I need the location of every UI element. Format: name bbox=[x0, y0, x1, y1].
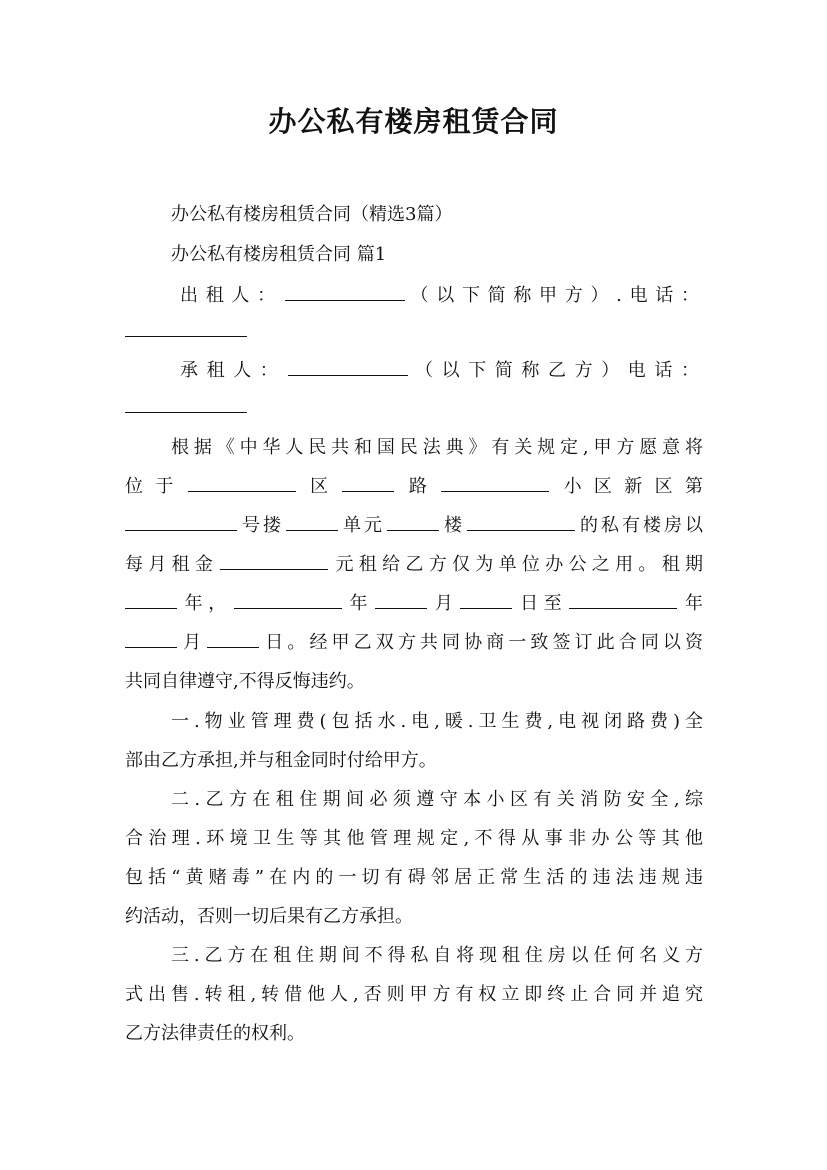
term-years-blank bbox=[125, 592, 177, 609]
section-heading: 办公私有楼房租赁合同 篇1 bbox=[171, 244, 387, 265]
text-agreement: 日。经甲乙双方共同协商一致签订此合同以资 bbox=[261, 632, 704, 653]
text-building: 号搂 bbox=[239, 515, 284, 536]
lessor-note: （以下简称甲方）.电话： bbox=[406, 285, 703, 306]
text-private-house: 的私有楼房以 bbox=[577, 515, 703, 536]
basis-line-5 bbox=[125, 589, 703, 615]
district-blank bbox=[188, 475, 296, 492]
lessee-phone-blank bbox=[125, 396, 247, 413]
lessor-phone-blank bbox=[125, 320, 247, 337]
room-blank bbox=[467, 514, 575, 531]
start-year-blank bbox=[234, 592, 342, 609]
document-subtitle: 办公私有楼房租赁合同（精选3篇） bbox=[171, 204, 453, 225]
document-title: 办公私有楼房租赁合同 bbox=[268, 105, 559, 138]
text-start-day: 日至 bbox=[514, 593, 568, 614]
clause3-line-1: 三.乙方在租住期间不得私自将现租住房以任何名义方 bbox=[171, 945, 703, 966]
clause3-line-2: 式出售.转租,转借他人,否则甲方有权立即终止合同并追究 bbox=[125, 984, 703, 1005]
road-blank bbox=[342, 475, 394, 492]
lessor-name-blank bbox=[285, 284, 405, 301]
clause2-line-1: 二.乙方在租住期间必须遵守本小区有关消防安全,综 bbox=[171, 789, 703, 810]
clause1-line-2: 部由乙方承担,并与租金同时付给甲方。 bbox=[125, 750, 437, 771]
text-rent-purpose: 元租给乙方仅为单位办公之用。租期 bbox=[330, 554, 704, 575]
start-month-blank bbox=[375, 592, 427, 609]
lessor-label: 出租人： bbox=[180, 285, 283, 306]
floor-blank bbox=[387, 514, 439, 531]
text-monthly-rent: 每月租金 bbox=[125, 554, 219, 575]
basis-line-2 bbox=[125, 472, 703, 498]
end-day-blank bbox=[207, 631, 259, 648]
text-years: 年， bbox=[179, 593, 232, 614]
text-end-month: 月 bbox=[179, 632, 206, 653]
lessee-note: （以下简称乙方）电话： bbox=[410, 360, 704, 381]
basis-line-1: 根据《中华人民共和国民法典》有关规定,甲方愿意将 bbox=[171, 437, 703, 458]
basis-line-7: 共同自律遵守,不得反悔违约。 bbox=[125, 671, 365, 692]
building-no-blank bbox=[125, 514, 237, 531]
text-located-at: 位于 bbox=[125, 476, 186, 497]
text-start-month: 月 bbox=[429, 593, 459, 614]
basis-line-6 bbox=[125, 628, 703, 654]
end-year-blank bbox=[569, 592, 677, 609]
basis-line-4 bbox=[125, 550, 703, 576]
clause2-line-3: 包括“黄赌毒”在内的一切有碍邻居正常生活的违法违规违 bbox=[125, 867, 703, 888]
lessee-line bbox=[180, 356, 703, 382]
clause1-line-1: 一.物业管理费(包括水.电,暖.卫生费,电视闭路费)全 bbox=[171, 711, 703, 732]
clause2-line-4: 约活动，否则一切后果有乙方承担。 bbox=[125, 906, 413, 927]
lessee-name-blank bbox=[288, 359, 408, 376]
text-unit: 单元 bbox=[340, 515, 385, 536]
community-blank bbox=[441, 475, 549, 492]
text-community: 小区新区第 bbox=[551, 476, 704, 497]
clause2-line-2: 合治理.环境卫生等其他管理规定,不得从事非办公等其他 bbox=[125, 828, 703, 849]
rent-blank bbox=[220, 553, 328, 570]
text-end-year: 年 bbox=[679, 593, 704, 614]
end-month-blank bbox=[125, 631, 177, 648]
text-floor: 楼 bbox=[441, 515, 465, 536]
text-start-year: 年 bbox=[343, 593, 374, 614]
start-day-blank bbox=[460, 592, 512, 609]
text-road: 路 bbox=[396, 476, 440, 497]
unit-blank bbox=[286, 514, 338, 531]
basis-line-3 bbox=[125, 511, 703, 537]
lessee-label: 承租人： bbox=[180, 360, 287, 381]
text-district: 区 bbox=[297, 476, 341, 497]
clause3-line-3: 乙方法律责任的权利。 bbox=[125, 1023, 305, 1044]
lessor-line bbox=[180, 281, 703, 307]
